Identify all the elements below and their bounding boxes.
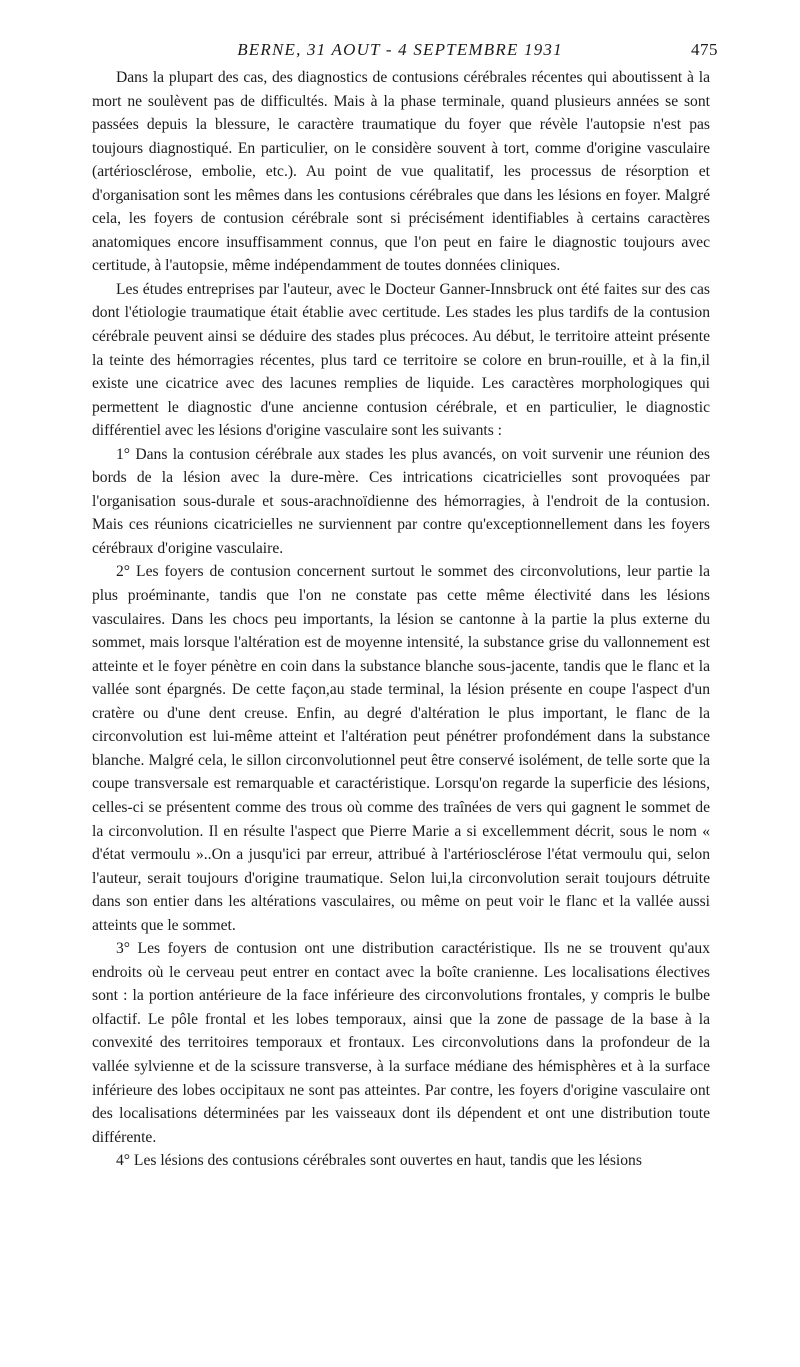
page-number: 475 <box>691 40 718 59</box>
running-title: BERNE, 31 AOUT - 4 SEPTEMBRE 1931 <box>237 40 563 59</box>
paragraph-point-1: 1° Dans la contusion cérébrale aux stades les plus avancés, on voit survenir une réunion des bords de la lésion avec la dure-mère. Ces intrications cicatricielles sont provoquées par l'organisation sous-durale et sous-arachnoïdienne des hémorragies, à l'endroit de la contusion. Mais ces réunions cicatricielles ne surviennent par contre qu'exceptionnellement dans les foyers cérébraux d'origine vasculaire. <box>92 445 710 557</box>
paragraph-point-3: 3° Les foyers de contusion ont une distribution caractéristique. Ils ne se trouvent qu'aux endroits où le cerveau peut entrer en contact avec la boîte cranienne. Les localisations électives sont : la portion antérieure de la face inférieure des circonvolutions frontales, y compris le bulbe olfactif. Le pôle frontal et les lobes temporaux, ainsi que la zone de passage de la base à la convexité des territoires temporaux et frontaux. Les circonvolutions dans la profondeur de la vallée sylvienne et de la scissure transverse, à la surface médiane des hémisphères et à la surface inférieure des lobes occipitaux ne sont pas atteintes. Par contre, les foyers d'origine vasculaire ont des localisations déterminées par les vaisseaux dont ils dépendent et ont une distribution toute différente. <box>92 940 710 1146</box>
paragraph-studies: Les études entreprises par l'auteur, avec le Docteur Ganner-Innsbruck ont été faites sur des cas dont l'étiologie traumatique était établie avec certitude. Les stades les plus tardifs de la contusion cérébrale peuvent ainsi se déduire des stades plus précoces. Au début, le territoire atteint présente la teinte des hémorragies récentes, plus tard ce territoire se colore en brun-rouille, et à la fin,il existe une cicatrice avec des lacunes remplies de liquide. Les caractères morphologiques qui permettent le diagnostic d'une ancienne contusion cérébrale, et en particulier, le diagnostic différentiel avec les lésions d'origine vasculaire sont les suivants : <box>92 280 710 440</box>
body-text <box>92 66 710 1173</box>
paragraph-point-2: 2° Les foyers de contusion concernent surtout le sommet des circonvolutions, leur partie la plus proéminante, tandis que l'on ne constate pas cette même électivité dans les lésions vasculaires. Dans les chocs peu importants, la lésion se cantonne à la partie la plus externe du sommet, mais lorsque l'altération est de moyenne intensité, la substance grise du vallonnement est atteinte et le foyer pénètre en coin dans la substance blanche sous-jacente, tandis que le flanc et la vallée sont épargnés. De cette façon,au stade terminal, la lésion présente en coupe l'aspect d'un cratère ou d'une dent creuse. Enfin, au degré d'altération le plus important, le flanc de la circonvolution est lui-même atteint et l'altération peut pénétrer profondément dans la substance blanche. Malgré cela, le sillon circonvolutionnel peut être conservé isolément, de telle sorte que la coupe transversale est remarquable et caractéristique. Lorsqu'on regarde la superficie des lésions, celles-ci se présentent comme des trous où comme des traînées de vers qui gagnent le sommet de la circonvolution. Il en résulte l'aspect que Pierre Marie a si excellemment décrit, sous le nom « d'état vermoulu »..On a jusqu'ici par erreur, attribué à l'artériosclérose l'état vermoulu qui, selon l'auteur, serait toujours d'origine traumatique. Selon lui,la circonvolution serait toujours détruite dans son entier dans les altérations vasculaires, ou même on peut voir le flanc et la vallée aussi atteints que le sommet. <box>92 563 710 934</box>
paragraph-intro: Dans la plupart des cas, des diagnostics de contusions cérébrales récentes qui aboutissent à la mort ne soulèvent pas de difficultés. Mais à la phase terminale, quand plusieurs années se sont passées depuis la blessure, le caractère traumatique du foyer que révèle l'autopsie n'est pas toujours diagnostiqué. En particulier, on le considère souvent à tort, comme d'origine vasculaire (artériosclérose, embolie, etc.). Au point de vue qualitatif, les processus de résorption et d'organisation sont les mêmes dans les contusions cérébrales que dans les lésions en foyer. Malgré cela, les foyers de contusion cérébrale sont si précisément identifiables à certains caractères anatomiques encore insuffisamment connus, que l'on peut en faire le diagnostic toujours avec certitude, à l'autopsie, même indépendamment de toutes données cliniques. <box>92 69 710 275</box>
paragraph-point-4: 4° Les lésions des contusions cérébrales sont ouvertes en haut, tandis que les lésions <box>116 1152 642 1170</box>
running-head <box>60 40 740 66</box>
